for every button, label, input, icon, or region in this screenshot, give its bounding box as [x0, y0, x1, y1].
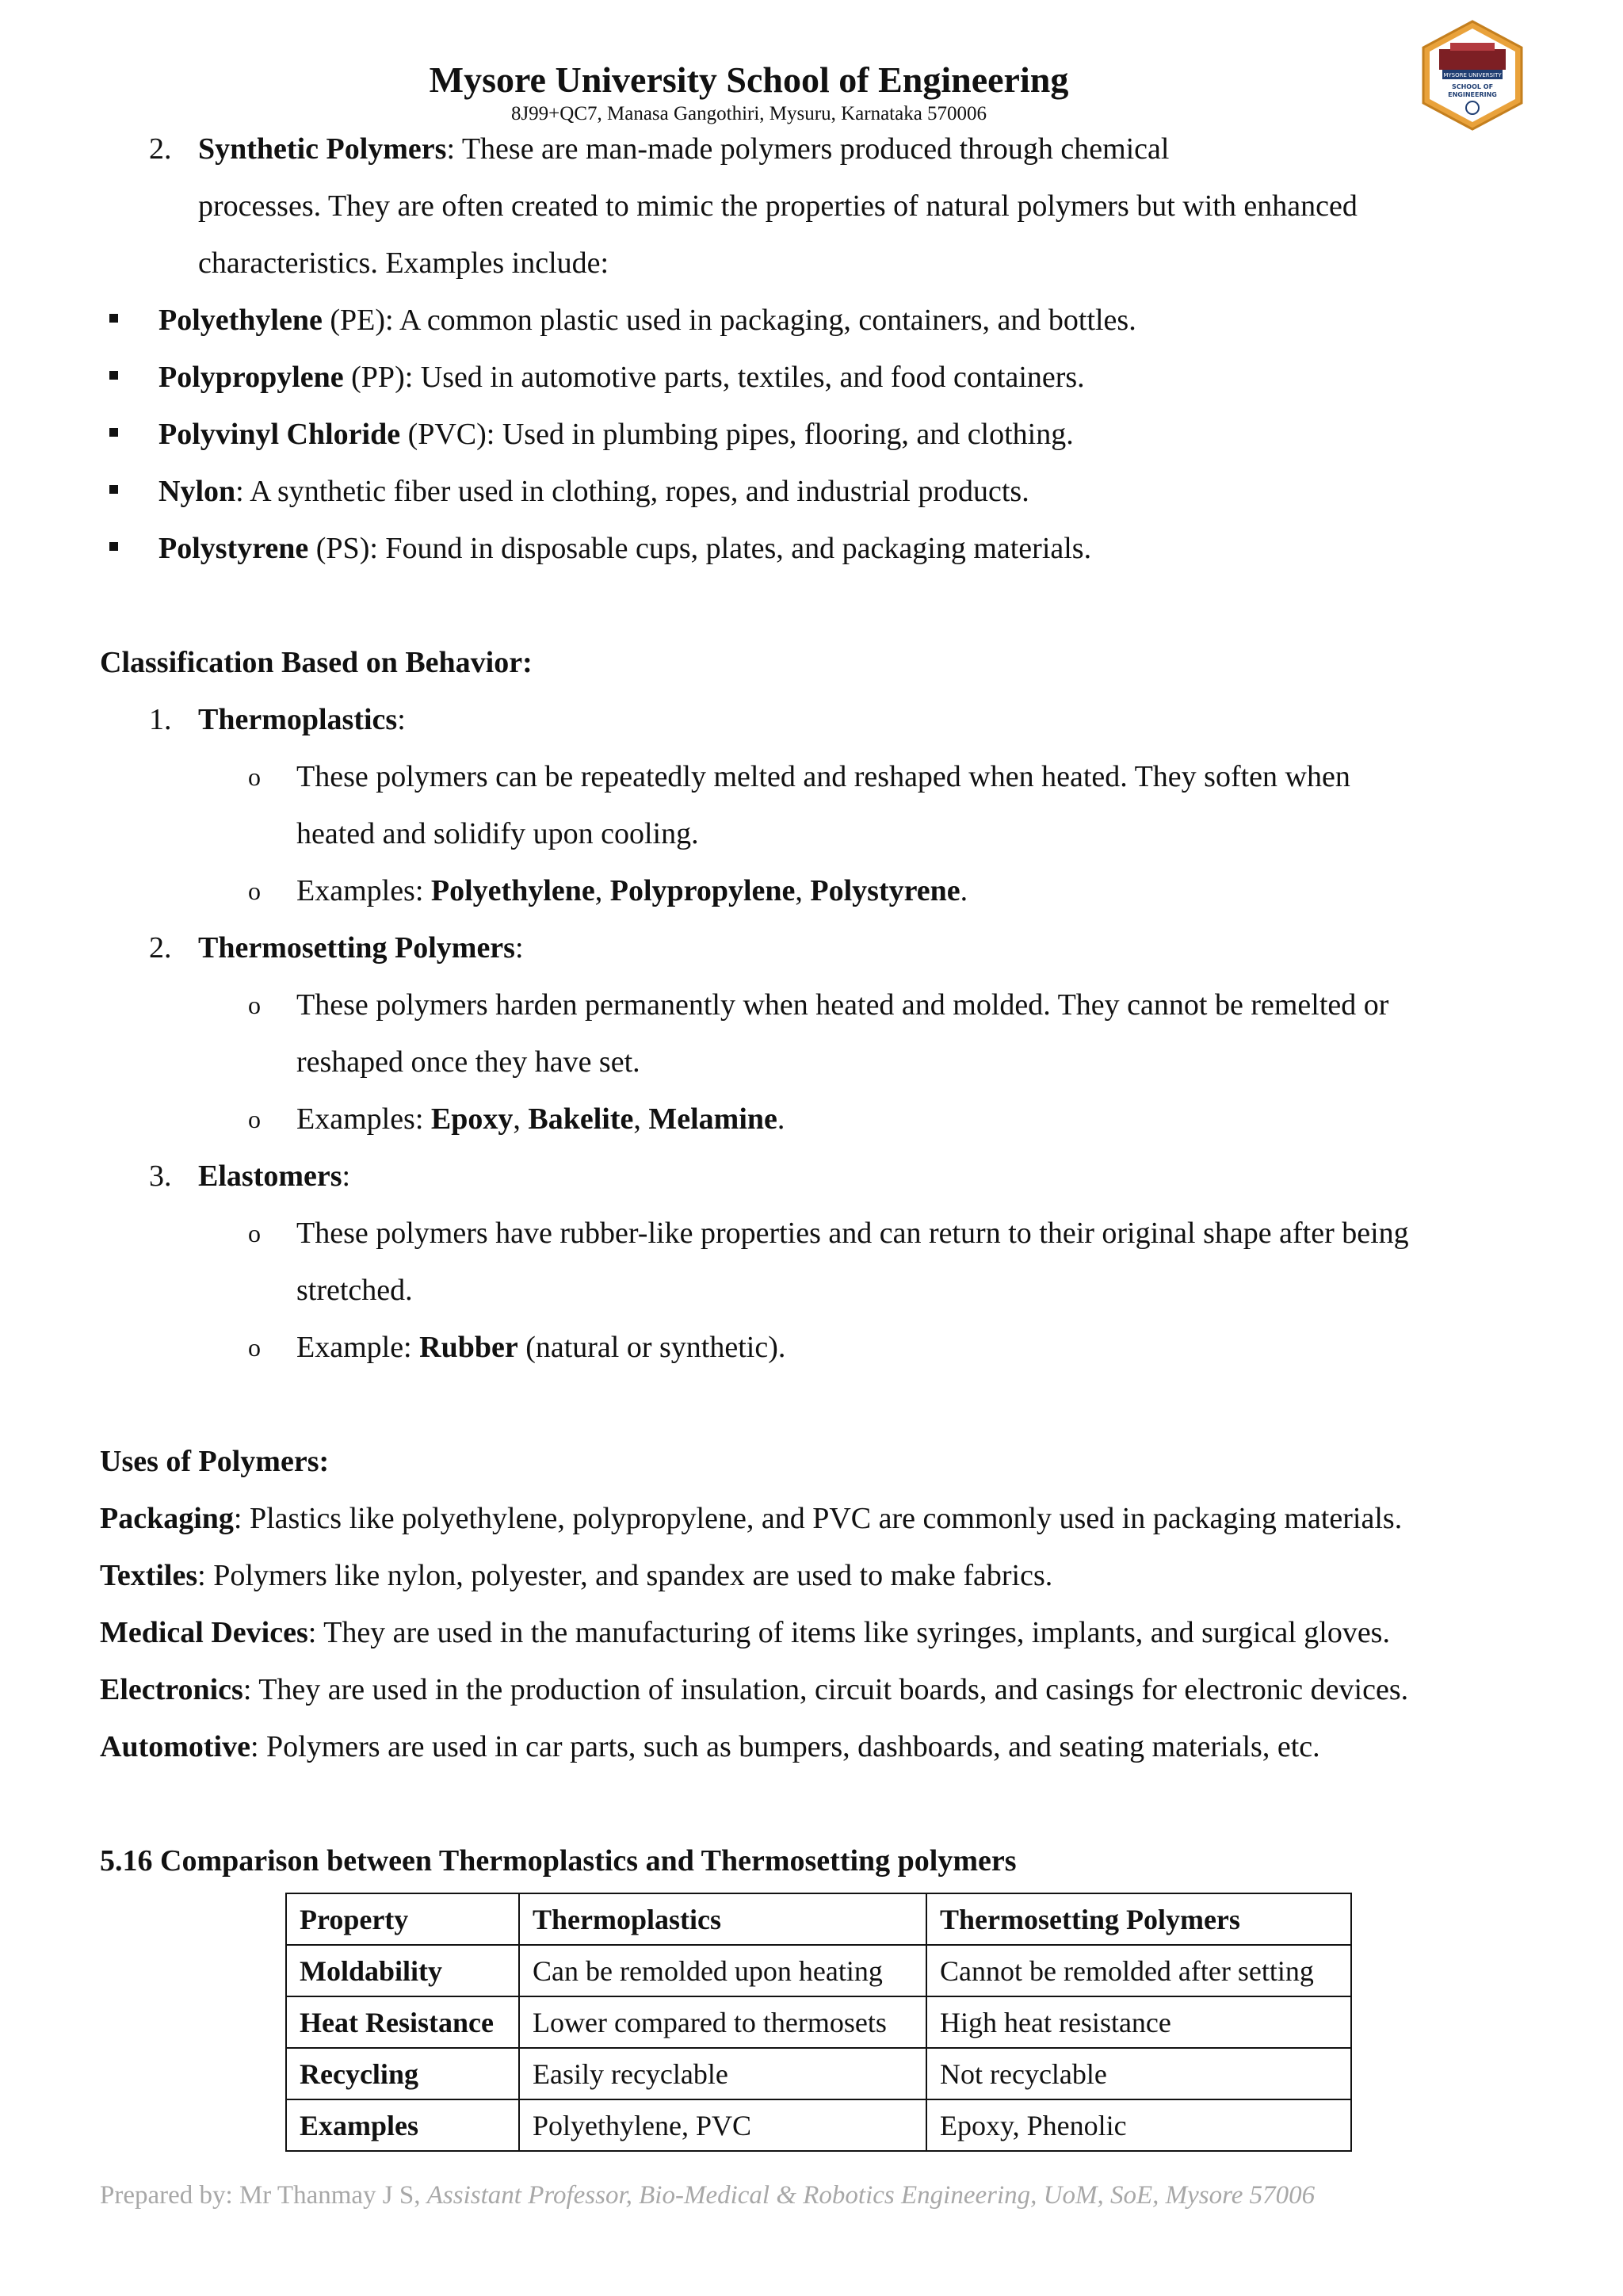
- table-cell: Not recyclable: [926, 2048, 1351, 2099]
- term: Polyethylene: [158, 304, 323, 337]
- comparison-table: [285, 1893, 1352, 2152]
- table-cell: Heat Resistance: [286, 1996, 519, 2048]
- logo-text-1: MYSORE UNIVERSITY: [1443, 72, 1502, 78]
- section-heading: 5.16 Comparison between Thermoplastics and Thermosetting polymers: [100, 1844, 1017, 1878]
- description-line: heated and solidify upon cooling.: [296, 817, 699, 850]
- table-cell: Moldability: [286, 1945, 519, 1996]
- circle-bullet: o: [248, 1105, 261, 1133]
- use-item: Textiles: Polymers like nylon, polyester, and spandex are used to make fabrics.: [100, 1559, 1053, 1592]
- table-cell: Epoxy, Phenolic: [926, 2099, 1351, 2151]
- use-item: Packaging: Plastics like polyethylene, polypropylene, and PVC are commonly used in packaging materials.: [100, 1502, 1403, 1535]
- use-item: Automotive: Polymers are used in car parts, such as bumpers, dashboards, and seating materials, etc.: [100, 1730, 1320, 1763]
- square-bullet: [109, 542, 118, 551]
- list-item: [158, 520, 1091, 577]
- use-item: Medical Devices: They are used in the manufacturing of items like syringes, implants, and surgical gloves.: [100, 1616, 1390, 1649]
- subsection-title: Thermosetting Polymers:: [198, 931, 524, 965]
- table-row: [286, 1996, 1351, 2048]
- square-bullet: [109, 314, 118, 323]
- table-cell: Can be remolded upon heating: [519, 1945, 926, 1996]
- list-item: [158, 349, 1085, 406]
- table-row: [286, 2099, 1351, 2151]
- table-cell: Polyethylene, PVC: [519, 2099, 926, 2151]
- page-footer: [100, 2181, 1315, 2210]
- description-line: These polymers can be repeatedly melted and reshaped when heated. They soften when: [296, 760, 1350, 793]
- use-item: Electronics: They are used in the production of insulation, circuit boards, and casings for electronic devices.: [100, 1673, 1409, 1706]
- table-cell: Cannot be remolded after setting: [926, 1945, 1351, 1996]
- item-number: 2.: [149, 132, 172, 166]
- square-bullet: [109, 485, 118, 494]
- text: (PP): Used in automotive parts, textiles, and food containers.: [343, 361, 1085, 394]
- term: Polypropylene: [158, 361, 344, 394]
- table-cell: High heat resistance: [926, 1996, 1351, 2048]
- text: : These are man-made polymers produced through chemical: [446, 132, 1170, 166]
- examples-line: Examples: Polyethylene, Polypropylene, Polystyrene.: [296, 874, 968, 907]
- term: Nylon: [158, 475, 236, 508]
- logo-text-3: ENGINEERING: [1448, 91, 1497, 98]
- circle-bullet: o: [248, 877, 261, 905]
- university-logo: [1419, 19, 1526, 132]
- item-number: 1.: [149, 703, 172, 736]
- section-heading: Classification Based on Behavior:: [100, 646, 533, 679]
- table-header-cell: Property: [286, 1893, 519, 1945]
- synthetic-line-2: processes. They are often created to mimic the properties of natural polymers but with enhanced: [198, 189, 1358, 223]
- header-address: 8J99+QC7, Manasa Gangothiri, Mysuru, Karnataka 570006: [510, 103, 987, 124]
- logo-text-2: SCHOOL OF: [1451, 83, 1494, 90]
- circle-bullet: o: [248, 1219, 261, 1247]
- text: (PVC): Used in plumbing pipes, flooring, and clothing.: [400, 418, 1074, 451]
- subsection-title: Elastomers:: [198, 1159, 351, 1193]
- footer-role: Assistant Professor, Bio-Medical & Robotics Engineering, UoM, SoE, Mysore 57006: [426, 2181, 1316, 2210]
- item-number: 2.: [149, 931, 172, 965]
- section-heading: Uses of Polymers:: [100, 1445, 330, 1478]
- item-number: 3.: [149, 1159, 172, 1193]
- text: (PS): Found in disposable cups, plates, and packaging materials.: [308, 532, 1092, 565]
- table-cell: Examples: [286, 2099, 519, 2151]
- circle-bullet: o: [248, 991, 261, 1019]
- text: (PE): A common plastic used in packaging, containers, and bottles.: [322, 304, 1136, 337]
- subsection-title: Thermoplastics:: [198, 703, 406, 736]
- table-header-cell: Thermosetting Polymers: [926, 1893, 1351, 1945]
- text: : A synthetic fiber used in clothing, ropes, and industrial products.: [235, 475, 1029, 508]
- table-cell: Lower compared to thermosets: [519, 1996, 926, 2048]
- table-row: [286, 2048, 1351, 2099]
- table-header-cell: Thermoplastics: [519, 1893, 926, 1945]
- list-item: [158, 292, 1136, 349]
- table-cell: Easily recyclable: [519, 2048, 926, 2099]
- table-cell: Recycling: [286, 2048, 519, 2099]
- table-row: [286, 1945, 1351, 1996]
- footer-prefix: Prepared by: Mr Thanmay J S,: [100, 2181, 427, 2210]
- examples-line: Examples: Epoxy, Bakelite, Melamine.: [296, 1102, 785, 1136]
- circle-bullet: o: [248, 762, 261, 791]
- description-line: These polymers harden permanently when heated and molded. They cannot be remelted or: [296, 988, 1389, 1022]
- table-header-row: [286, 1893, 1351, 1945]
- term: Synthetic Polymers: [198, 132, 447, 166]
- header-title: Mysore University School of Engineering: [429, 59, 1069, 100]
- description-line: reshaped once they have set.: [296, 1045, 640, 1079]
- synthetic-line-3: characteristics. Examples include:: [198, 246, 609, 280]
- circle-bullet: o: [248, 1333, 261, 1362]
- term: Polystyrene: [158, 532, 309, 565]
- list-item: [158, 463, 1029, 520]
- square-bullet: [109, 428, 118, 437]
- list-item: [158, 406, 1074, 463]
- description-line: These polymers have rubber-like properties and can return to their original shape after being: [296, 1217, 1409, 1250]
- synthetic-line-1: [198, 120, 1169, 178]
- term: Polyvinyl Chloride: [158, 418, 401, 451]
- square-bullet: [109, 371, 118, 380]
- examples-line: Example: Rubber (natural or synthetic).: [296, 1331, 786, 1364]
- description-line: stretched.: [296, 1274, 413, 1307]
